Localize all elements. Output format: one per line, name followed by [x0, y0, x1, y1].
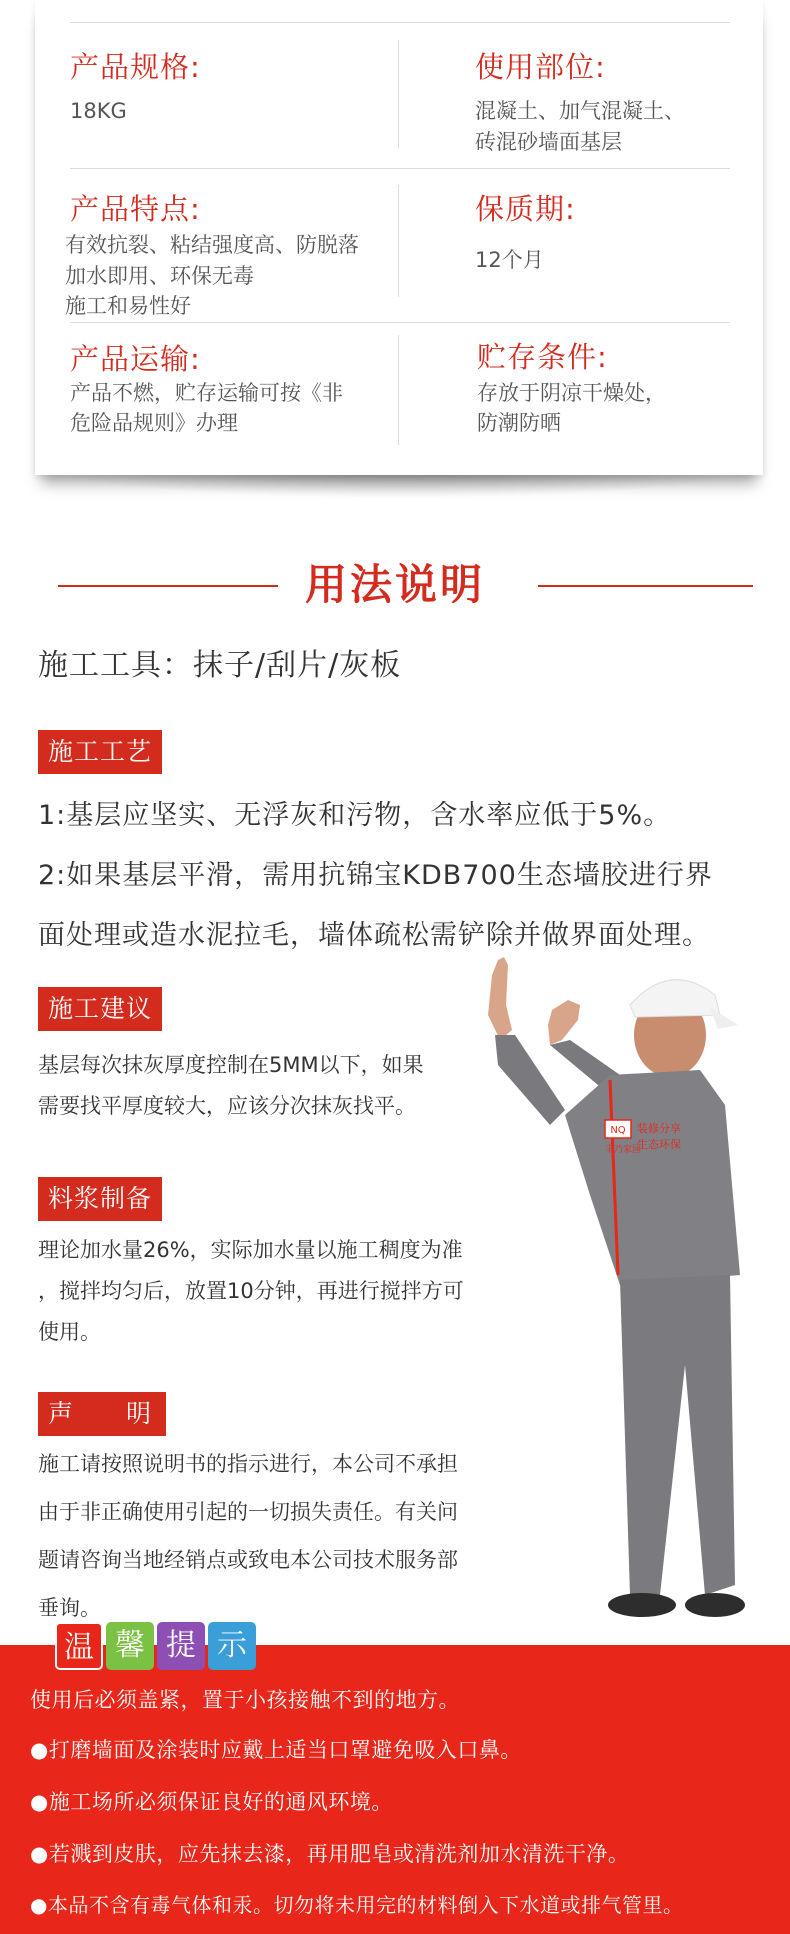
divider: [70, 168, 730, 169]
shoe: [608, 1593, 676, 1617]
process-line: 1:基层应坚实、无浮灰和污物，含水率应低于5%。: [38, 800, 672, 831]
trousers: [620, 1275, 735, 1595]
divider: [70, 22, 730, 23]
statement-line: 垂询。: [38, 1596, 101, 1620]
statement-line: 施工请按照说明书的指示进行，本公司不承担: [38, 1452, 458, 1476]
tips-char: 提: [157, 1622, 205, 1670]
storage-value-line: 存放于阴凉干燥处，: [477, 381, 666, 405]
cap-brim: [710, 1007, 738, 1029]
feature-label: 产品特点:: [70, 192, 201, 226]
storage-value-line: 防潮防晒: [477, 411, 561, 435]
tips-char: 馨: [106, 1622, 154, 1670]
usage-value-line: 混凝土、加气混凝土、: [475, 99, 685, 123]
transport-value-line: 产品不燃，贮存运输可按《非: [70, 381, 343, 405]
divider: [398, 185, 399, 297]
logo-text: 丰乃家园: [605, 1145, 642, 1155]
divider: [70, 322, 730, 323]
jacket-text: 装修分享: [637, 1122, 681, 1135]
jacket: [565, 1070, 740, 1285]
tips-char: 示: [208, 1622, 256, 1670]
left-hand: [488, 957, 512, 1040]
statement-badge: 声 明: [38, 1392, 166, 1436]
usage-label: 使用部位:: [475, 50, 606, 84]
spec-value: 18KG: [70, 99, 127, 123]
spec-label: 产品规格:: [70, 50, 201, 84]
warning-line: ●若溅到皮肤，应先抹去漆，再用肥皂或清洗剂加水清洗干净。: [30, 1842, 630, 1866]
divider: [398, 40, 399, 148]
shelf-label: 保质期:: [475, 192, 576, 226]
shelf-value: 12个月: [475, 248, 544, 272]
slurry-line: 理论加水量26%，实际加水量以施工稠度为准: [38, 1238, 463, 1262]
advice-line: 基层每次抹灰厚度控制在5MM以下，如果: [38, 1053, 424, 1077]
transport-label: 产品运输:: [70, 342, 201, 376]
feature-value-line: 有效抗裂、粘结强度高、防脱落: [65, 233, 359, 257]
advice-line: 需要找平厚度较大，应该分次抹灰找平。: [38, 1094, 416, 1118]
warning-line: 使用后必须盖紧，置于小孩接触不到的地方。: [30, 1688, 460, 1712]
warning-line: ●本品不含有毒气体和汞。切勿将未用完的材料倒入下水道或排气管里。: [30, 1893, 684, 1917]
tips-badge: [55, 1622, 256, 1672]
feature-value-line: 加水即用、环保无毒: [65, 264, 254, 288]
process-line: 面处理或造水泥拉毛，墙体疏松需铲除并做界面处理。: [38, 920, 710, 951]
usage-value-line: 砖混砂墙面基层: [475, 130, 622, 154]
right-hand: [548, 1000, 580, 1045]
warning-line: ●打磨墙面及涂装时应戴上适当口罩避免吸入口鼻。: [30, 1738, 522, 1762]
slurry-line: 使用。: [38, 1320, 101, 1344]
feature-value-line: 施工和易性好: [65, 294, 191, 318]
statement-line: 由于非正确使用引起的一切损失责任。有关问: [38, 1500, 458, 1524]
shoe: [685, 1593, 745, 1617]
jacket-text: 生态环保: [637, 1138, 681, 1151]
cap: [630, 980, 720, 1017]
worker-illustration: [470, 945, 780, 1665]
slurry-line: ，搅拌均匀后，放置10分钟，再进行搅拌方可: [38, 1279, 464, 1303]
divider: [398, 335, 399, 445]
usage-title: 用法说明: [304, 560, 485, 609]
warning-line: ●施工场所必须保证良好的通风环境。: [30, 1790, 393, 1814]
statement-line: 题请咨询当地经销点或致电本公司技术服务部: [38, 1548, 458, 1572]
spec-card: [35, 0, 763, 475]
transport-value-line: 危险品规则》办理: [70, 411, 238, 435]
storage-label: 贮存条件:: [477, 340, 608, 374]
tools-line: 施工工具：抹子/刮片/灰板: [38, 648, 402, 683]
slurry-badge: 料浆制备: [38, 1177, 162, 1221]
logo-mark-text: NQ: [610, 1125, 626, 1136]
process-line: 2:如果基层平滑，需用抗锦宝KDB700生态墙胶进行界: [38, 860, 713, 891]
process-badge: 施工工艺: [38, 730, 162, 774]
tips-char: 温: [55, 1622, 103, 1670]
advice-badge: 施工建议: [38, 987, 162, 1031]
